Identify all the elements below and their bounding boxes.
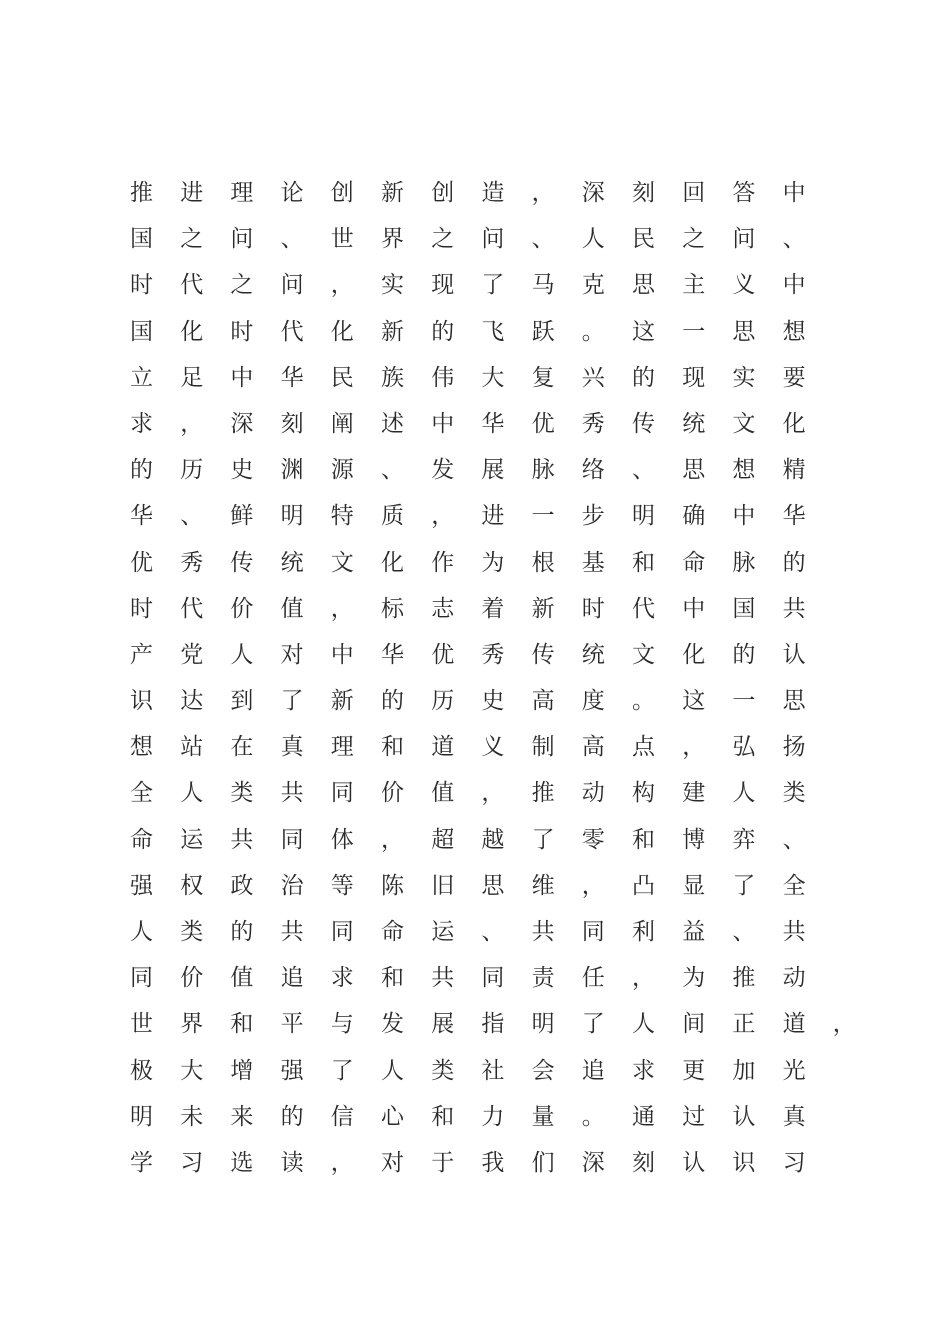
text-line: 命运共同体，超越了零和博弈、 — [130, 826, 833, 853]
text-line: 同价值追求和共同责任，为推动 — [130, 965, 833, 992]
text-line: 时代价值，标志着新时代中国共 — [130, 595, 833, 622]
text-line: 立足中华民族伟大复兴的现实要 — [130, 364, 833, 391]
text-line: 想站在真理和道义制高点，弘扬 — [130, 734, 833, 761]
body-text — [130, 170, 890, 1186]
text-line: 时代之问，实现了马克思主义中 — [130, 272, 833, 299]
text-line: 明未来的信心和力量。通过认真 — [130, 1103, 833, 1130]
text-line: 华、鲜明特质，进一步明确中华 — [130, 503, 833, 530]
text-line: 产党人对中华优秀传统文化的认 — [130, 641, 833, 668]
text-line: 人类的共同命运、共同利益、共 — [130, 919, 833, 945]
text-line: 识达到了新的历史高度。这一思 — [130, 688, 833, 715]
text-line: 国之问、世界之问、人民之问、 — [130, 226, 833, 253]
text-line: 学习选读，对于我们深刻认识习 — [130, 1149, 833, 1176]
text-line: 求，深刻阐述中华优秀传统文化 — [130, 410, 833, 437]
text-line: 全人类共同价值，推动构建人类 — [130, 780, 833, 807]
text-line: 强权政治等陈旧思维，凸显了全 — [130, 872, 833, 899]
text-line: 国化时代化新的飞跃。这一思想 — [130, 318, 833, 345]
text-line: 极大增强了人类社会追求更加光 — [130, 1057, 833, 1084]
text-line: 优秀传统文化作为根基和命脉的 — [130, 549, 833, 576]
text-line: 世界和平与发展指明了人间正道， — [130, 1011, 883, 1038]
text-line: 推进理论创新创造，深刻回答中 — [130, 180, 833, 206]
text-line: 的历史渊源、发展脉络、思想精 — [130, 457, 833, 484]
